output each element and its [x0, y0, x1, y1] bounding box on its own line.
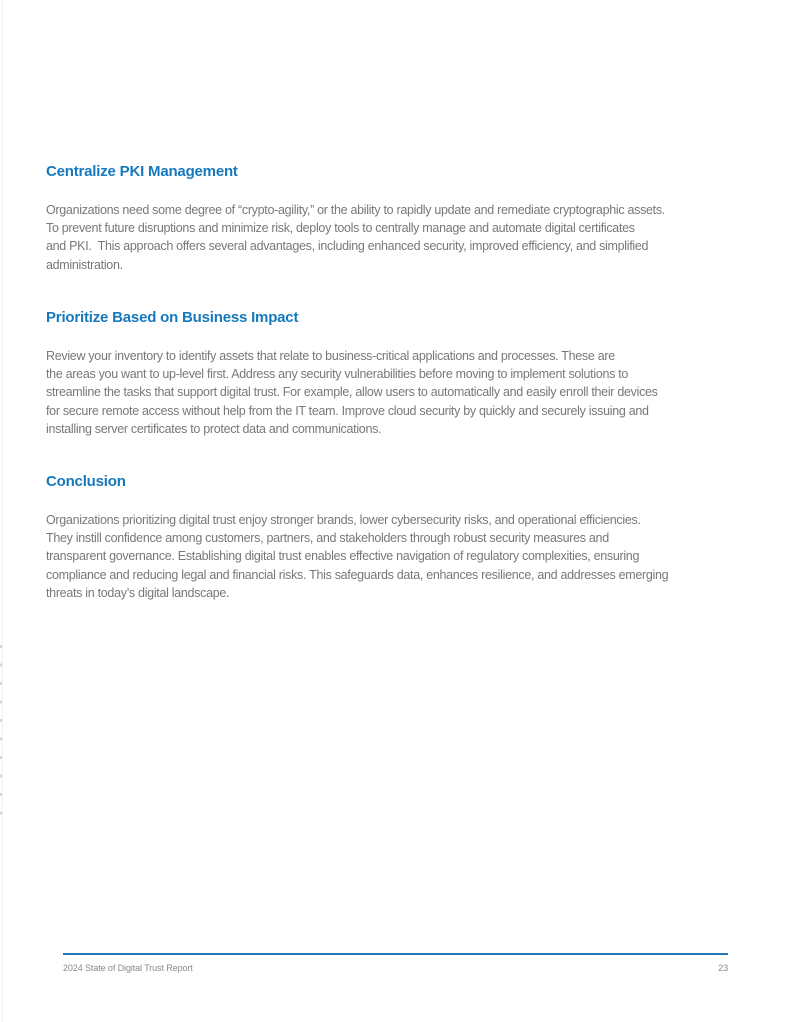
- paragraph-line: administration.: [46, 257, 123, 272]
- paragraph-centralize-pki: [46, 201, 746, 274]
- paragraph-line: Organizations prioritizing digital trust enjoy stronger brands, lower cybersecurity risks, and operational efficiencies.: [46, 513, 641, 527]
- paragraph-line: transparent governance. Establishing digital trust enables effective navigation of regulatory complexities, ensuring: [46, 549, 640, 564]
- left-edge-bleed-marks: [0, 645, 2, 825]
- section-heading-centralize-pki: Centralize PKI Management: [46, 163, 238, 180]
- section-heading-prioritize-business-impact: Prioritize Based on Business Impact: [46, 309, 299, 326]
- section-heading-conclusion: Conclusion: [46, 473, 126, 490]
- paragraph-line: To prevent future disruptions and minimize risk, deploy tools to centrally manage and automate digital certificates: [46, 221, 635, 236]
- paragraph-prioritize-business-impact: [46, 347, 746, 438]
- paragraph-line: Organizations need some degree of “crypto-agility,” or the ability to rapidly update and remediate cryptographic assets.: [46, 203, 665, 217]
- paragraph-line: and PKI. This approach offers several advantages, including enhanced security, improved efficiency, and simplified: [46, 239, 649, 254]
- footer-report-title: 2024 State of Digital Trust Report: [63, 963, 193, 973]
- footer-page-number: 23: [718, 963, 728, 973]
- paragraph-line: installing server certificates to protect data and communications.: [46, 421, 382, 436]
- page-footer: [63, 963, 728, 973]
- page-left-edge-hairline: [2, 0, 3, 1022]
- paragraph-line: for secure remote access without help from the IT team. Improve cloud security by quickly and securely issuing and: [46, 403, 649, 418]
- paragraph-line: Review your inventory to identify assets that relate to business-critical applications and processes. These are: [46, 349, 615, 363]
- paragraph-line: threats in today’s digital landscape.: [46, 585, 230, 600]
- paragraph-conclusion: [46, 511, 746, 602]
- paragraph-line: streamline the tasks that support digital trust. For example, allow users to automatically and easily enroll their devices: [46, 385, 658, 400]
- footer-rule: [63, 953, 728, 955]
- paragraph-line: the areas you want to up-level first. Address any security vulnerabilities before moving to implement solutions to: [46, 367, 629, 382]
- paragraph-line: They instill confidence among customers, partners, and stakeholders through robust security measures and: [46, 531, 609, 546]
- paragraph-line: compliance and reducing legal and financial risks. This safeguards data, enhances resilience, and addresses emerging: [46, 567, 669, 582]
